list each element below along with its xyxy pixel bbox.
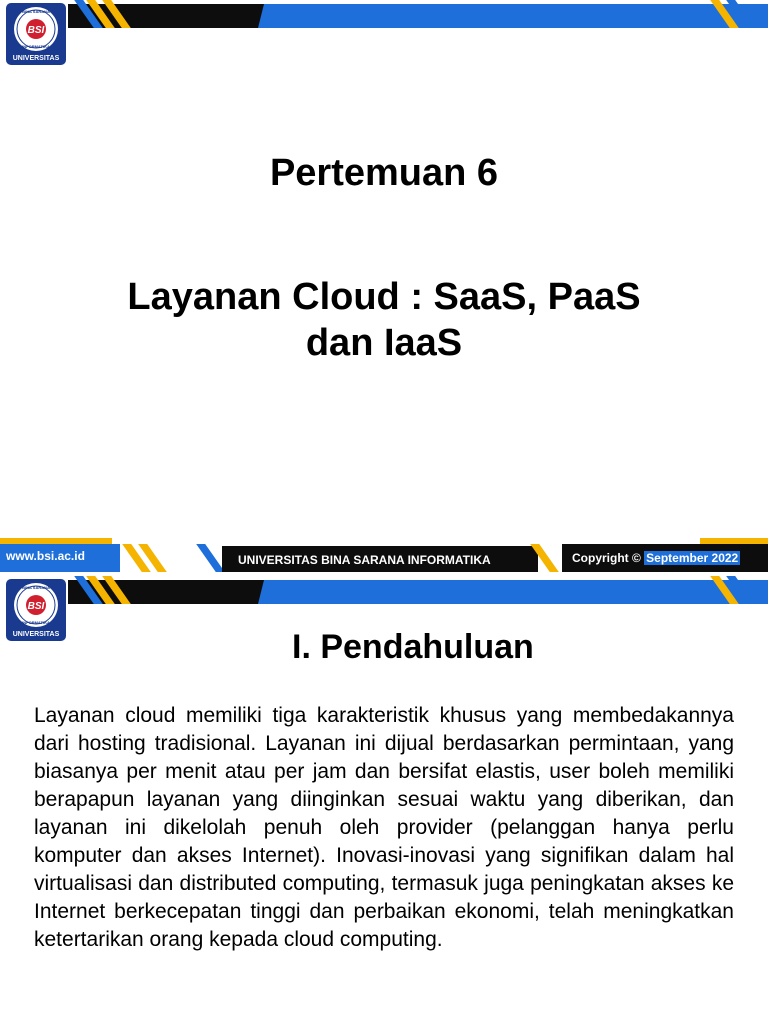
body-paragraph: Layanan cloud memiliki tiga karakteristik khusus yang membedakannya dari hosting tradisional. Layanan ini dijual berdasarkan permintaan, yang biasanya per menit atau per jam dan bersifat elastis, user boleh memiliki berapapun layanan yang diinginkan sesuai waktu yang diberikan, dan layanan ini dikelolah penuh oleh provider (pelanggan hanya perlu komputer dan akses Internet). Inovasi-inovasi yang signifikan dalam hal virtualisasi dan distributed computing, termasuk juga peningkatan akses ke Internet berkecepatan tinggi dan perbaikan ekonomi, telah meningkatkan ketertarikan orang kepada cloud computing. [34, 704, 734, 951]
header-band [0, 0, 768, 28]
footer-copyright [572, 551, 740, 565]
slide-subtitle [0, 274, 768, 366]
slide-footer [0, 530, 768, 572]
copyright-date: September 2022 [646, 551, 739, 565]
logo-arc-bottom: INFORMATIKA [22, 44, 50, 49]
content-slide [0, 576, 768, 1024]
header-band [0, 576, 768, 604]
logo-banner: UNIVERSITAS [12, 631, 60, 638]
section-heading: I. Pendahuluan [292, 628, 534, 666]
footer-university-name: UNIVERSITAS BINA SARANA INFORMATIKA [238, 553, 491, 567]
slide-title: Pertemuan 6 [269, 152, 499, 194]
logo-arc-bottom: INFORMATIKA [22, 620, 50, 625]
subtitle-line: dan IaaS [305, 322, 463, 364]
logo-mark: BSI [27, 25, 45, 36]
logo-banner: UNIVERSITAS [12, 55, 60, 62]
copyright-prefix: Copyright © [572, 551, 645, 565]
logo-arc-top: BINA SARANA [22, 585, 50, 590]
university-logo [6, 3, 66, 65]
header-band-blue [258, 4, 768, 28]
logo-mark: BSI [27, 601, 45, 612]
university-logo [6, 579, 66, 641]
footer-stripe [196, 544, 225, 572]
footer-website: www.bsi.ac.id [6, 549, 85, 563]
logo-arc-top: BINA SARANA [22, 9, 50, 14]
subtitle-line: Layanan Cloud : SaaS, PaaS [127, 276, 641, 318]
header-band-blue [258, 580, 768, 604]
